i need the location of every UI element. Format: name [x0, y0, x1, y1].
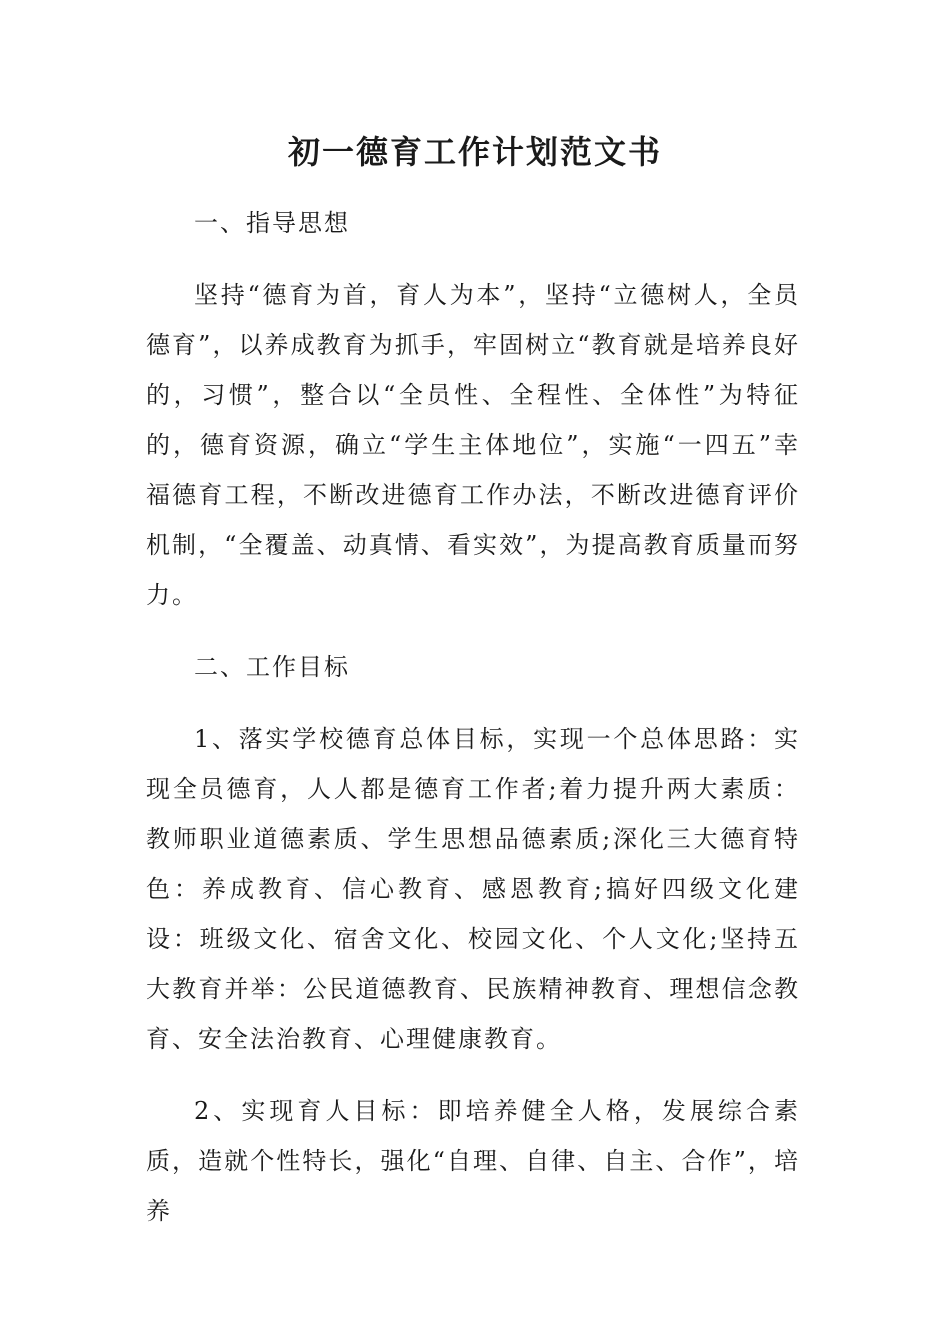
paragraph-goal-1: 1、落实学校德育总体目标，实现一个总体思路：实现全员德育，人人都是德育工作者;着力提升两大素质：教师职业道德素质、学生思想品德素质;深化三大德育特色：养成教育、信心教育、感恩教育;搞好四级文化建设：班级文化、宿舍文化、校园文化、个人文化;坚持五大教育并举：公民道德教育、民族精神教育、理想信念教育、安全法治教育、心理健康教育。 [146, 725, 800, 1053]
paragraph-guiding-ideology: 坚持“德育为首，育人为本”，坚持“立德树人，全员德育”，以养成教育为抓手，牢固树立“教育就是培养良好的，习惯”，整合以“全员性、全程性、全体性”为特征的，德育资源，确立“学生主体地位”，实施“一四五”幸福德育工程，不断改进德育工作办法，不断改进德育评价机制，“全覆盖、动真情、看实效”，为提高教育质量而努力。 [146, 281, 800, 609]
document-body [146, 198, 800, 1258]
section-heading-guiding-ideology: 一、指导思想 [194, 209, 350, 237]
document-title: 初一德育工作计划范文书 [287, 133, 662, 171]
section-heading-work-goals: 二、工作目标 [194, 653, 350, 681]
paragraph-goal-2: 2、实现育人目标：即培养健全人格，发展综合素质，造就个性特长，强化“自理、自律、自主、合作”，培养 [146, 1097, 800, 1225]
